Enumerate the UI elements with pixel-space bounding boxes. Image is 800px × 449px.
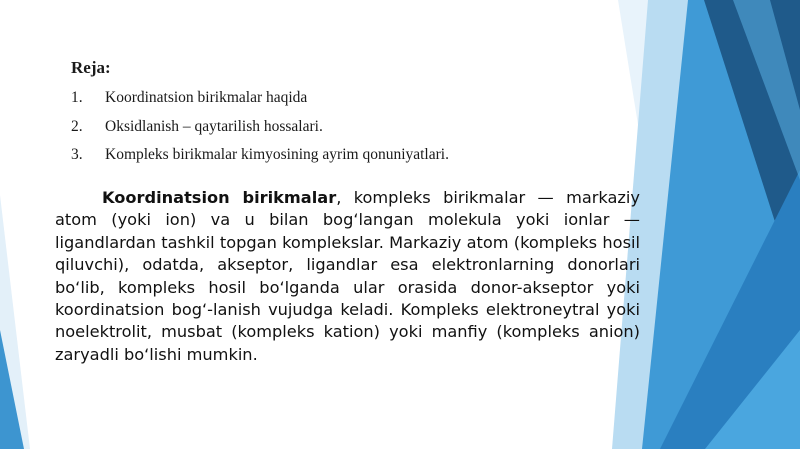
plan-item — [71, 145, 449, 174]
plan-item — [71, 88, 449, 117]
plan-item-text: Oksidlanish – qaytarilish hossalari. — [105, 117, 323, 135]
plan-item-number: 3. — [71, 146, 83, 163]
plan-item-text: Koordinatsion birikmalar haqida — [105, 89, 308, 106]
definition-body: , kompleks birikmalar — markaziy atom (yoki ion) va u bilan bog‘langan molekula yoki ionlar — ligandlardan tashkil topgan komplekslar. Markaziy atom (kompleks hosil qiluvchi), odatda, akseptor, ligandlar esa elektronlarning donorlari bo‘lib, kompleks hosil bo‘lganda ular orasida donor-akseptor yoki koordinatsion bog‘-lanish vujudga keladi. Kompleks elektroneytral yoki noelektrolit, musbat (kompleks kation) yoki manfiy (kompleks anion) zaryadli bo‘lishi mumkin. — [55, 188, 640, 364]
plan-item-number: 2. — [71, 117, 83, 135]
plan-list — [71, 88, 449, 174]
plan-item-text: Kompleks birikmalar kimyosining ayrim qonuniyatlari. — [105, 146, 449, 163]
definition-paragraph — [55, 187, 640, 366]
plan-heading: Reja: — [71, 58, 111, 77]
plan-item-number: 1. — [71, 89, 83, 106]
plan-item — [71, 117, 449, 146]
definition-term: Koordinatsion birikmalar — [102, 188, 337, 207]
